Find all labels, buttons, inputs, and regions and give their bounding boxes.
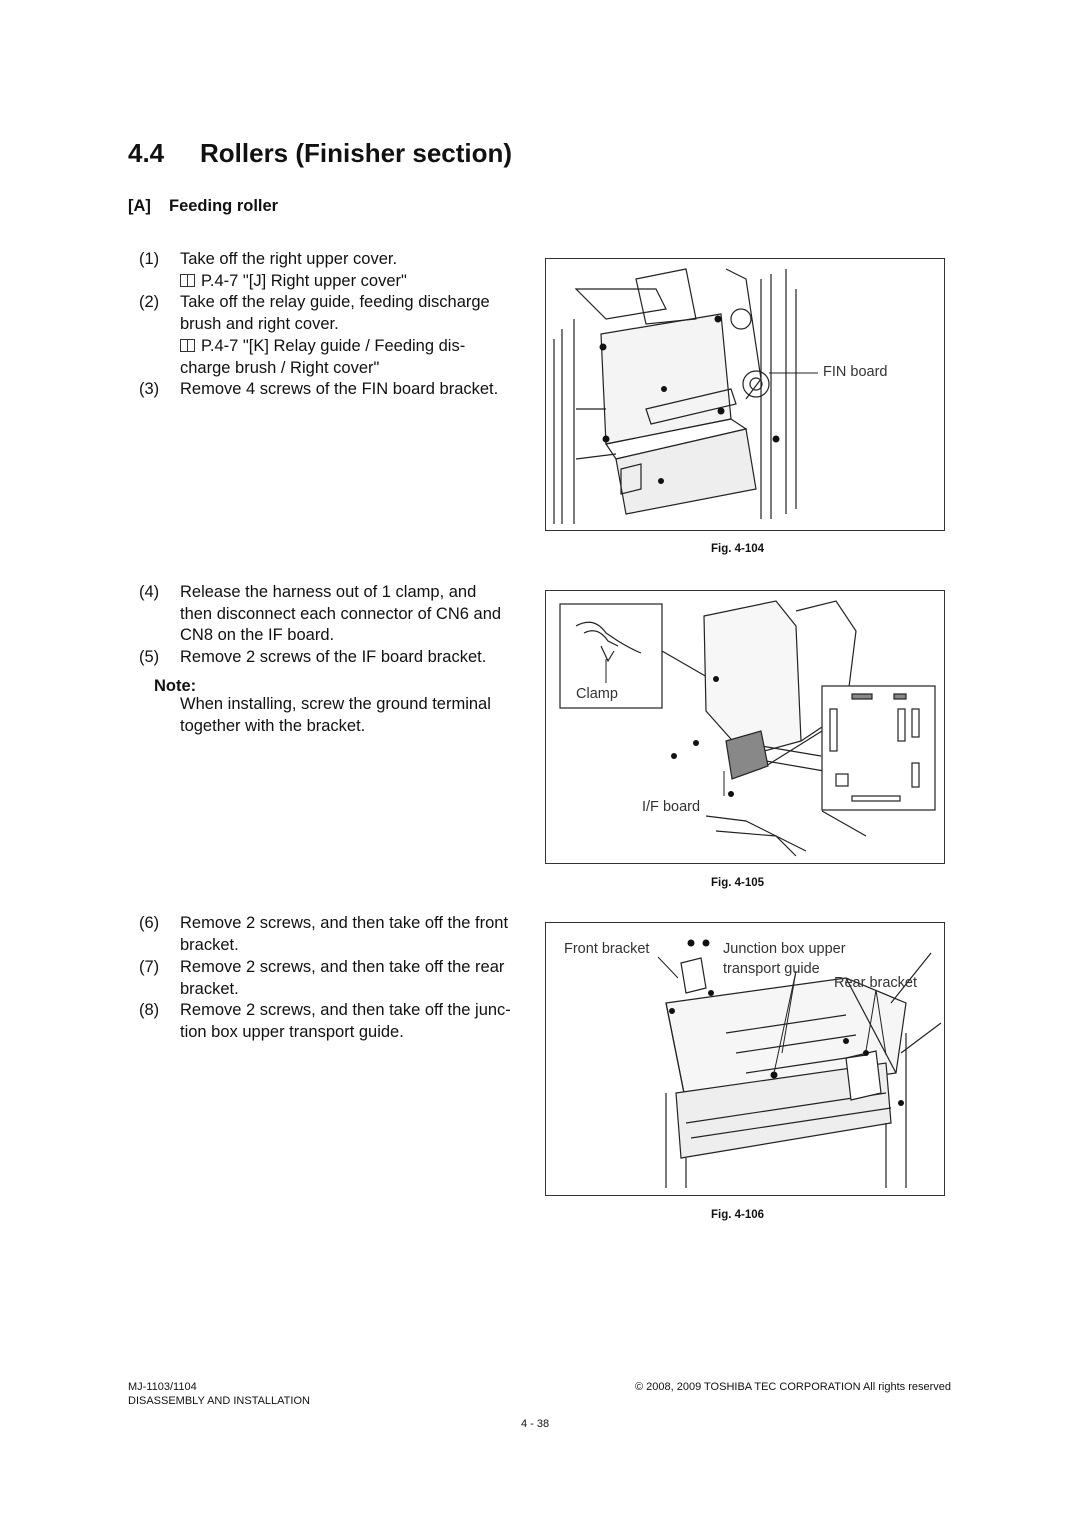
step-6 [139, 913, 539, 957]
fin-board-label: FIN board [823, 364, 888, 380]
step-number: (8) [139, 1001, 160, 1019]
note-heading: Note: [154, 677, 197, 695]
cross-reference-2[interactable] [180, 336, 465, 379]
step-3 [139, 379, 539, 401]
step-text: Remove 4 screws of the FIN board bracket. [180, 380, 499, 398]
step-text: Remove 2 screws of the IF board bracket. [180, 648, 487, 666]
junction-box-label-line1: Junction box upper [723, 941, 846, 957]
if-board-illustration [546, 591, 944, 863]
book-icon [180, 339, 195, 352]
step-number: (2) [139, 293, 160, 311]
step-8 [139, 1000, 539, 1044]
rear-bracket-label: Rear bracket [834, 975, 918, 991]
step-number: (7) [139, 958, 160, 976]
footer-model: MJ-1103/1104 [128, 1381, 197, 1393]
front-bracket-label: Front bracket [564, 941, 650, 957]
note-text: When installing, screw the ground terminal together with the bracket. [180, 695, 491, 735]
footer-chapter: DISASSEMBLY AND INSTALLATION [128, 1395, 310, 1407]
step-text: Take off the right upper cover. [180, 250, 398, 268]
cross-reference-1[interactable] [180, 271, 407, 293]
figure-105 [545, 590, 945, 864]
step-text: Remove 2 screws, and then take off the junc- tion box upper transport guide. [180, 1001, 511, 1041]
step-1 [139, 249, 539, 271]
if-board-label: I/F board [642, 799, 701, 815]
figure-caption-105: Fig. 4-105 [711, 877, 765, 889]
reference-text: P.4-7 "[K] Relay guide / Feeding dis- [201, 337, 466, 355]
step-4 [139, 582, 539, 648]
subsection-title [128, 197, 278, 216]
clamp-label: Clamp [576, 686, 618, 702]
reference-text: P.4-7 "[J] Right upper cover" [201, 272, 407, 290]
step-text: Remove 2 screws, and then take off the rear bracket. [180, 958, 505, 998]
step-number: (6) [139, 914, 160, 932]
step-number: (4) [139, 583, 160, 601]
reference-text: charge brush / Right cover" [180, 358, 380, 377]
figure-104 [545, 258, 945, 531]
footer-copyright: © 2008, 2009 TOSHIBA TEC CORPORATION All rights reserved [634, 1381, 951, 1393]
step-text: Take off the relay guide, feeding discharge brush and right cover. [180, 293, 490, 333]
step-2 [139, 292, 539, 336]
subsection-title-text: Feeding roller [169, 197, 279, 215]
junction-box-label-line2: transport guide [723, 961, 820, 977]
step-5 [139, 647, 539, 669]
figure-caption-106: Fig. 4-106 [711, 1209, 765, 1221]
book-icon [180, 274, 195, 287]
section-number: 4.4 [128, 138, 165, 168]
step-number: (3) [139, 380, 160, 398]
step-text: Remove 2 screws, and then take off the front bracket. [180, 914, 509, 954]
section-title [128, 138, 512, 169]
page-number: 4 - 38 [521, 1418, 550, 1430]
step-number: (1) [139, 250, 160, 268]
step-text: Release the harness out of 1 clamp, and then disconnect each connector of CN6 and CN8 on the IF board. [180, 583, 502, 645]
figure-caption-104: Fig. 4-104 [711, 543, 765, 555]
step-number: (5) [139, 648, 160, 666]
subsection-label: [A] [128, 197, 151, 215]
step-7 [139, 957, 539, 1001]
figure-106 [545, 922, 945, 1196]
fin-board-illustration [546, 259, 944, 530]
section-title-text: Rollers (Finisher section) [200, 138, 513, 168]
